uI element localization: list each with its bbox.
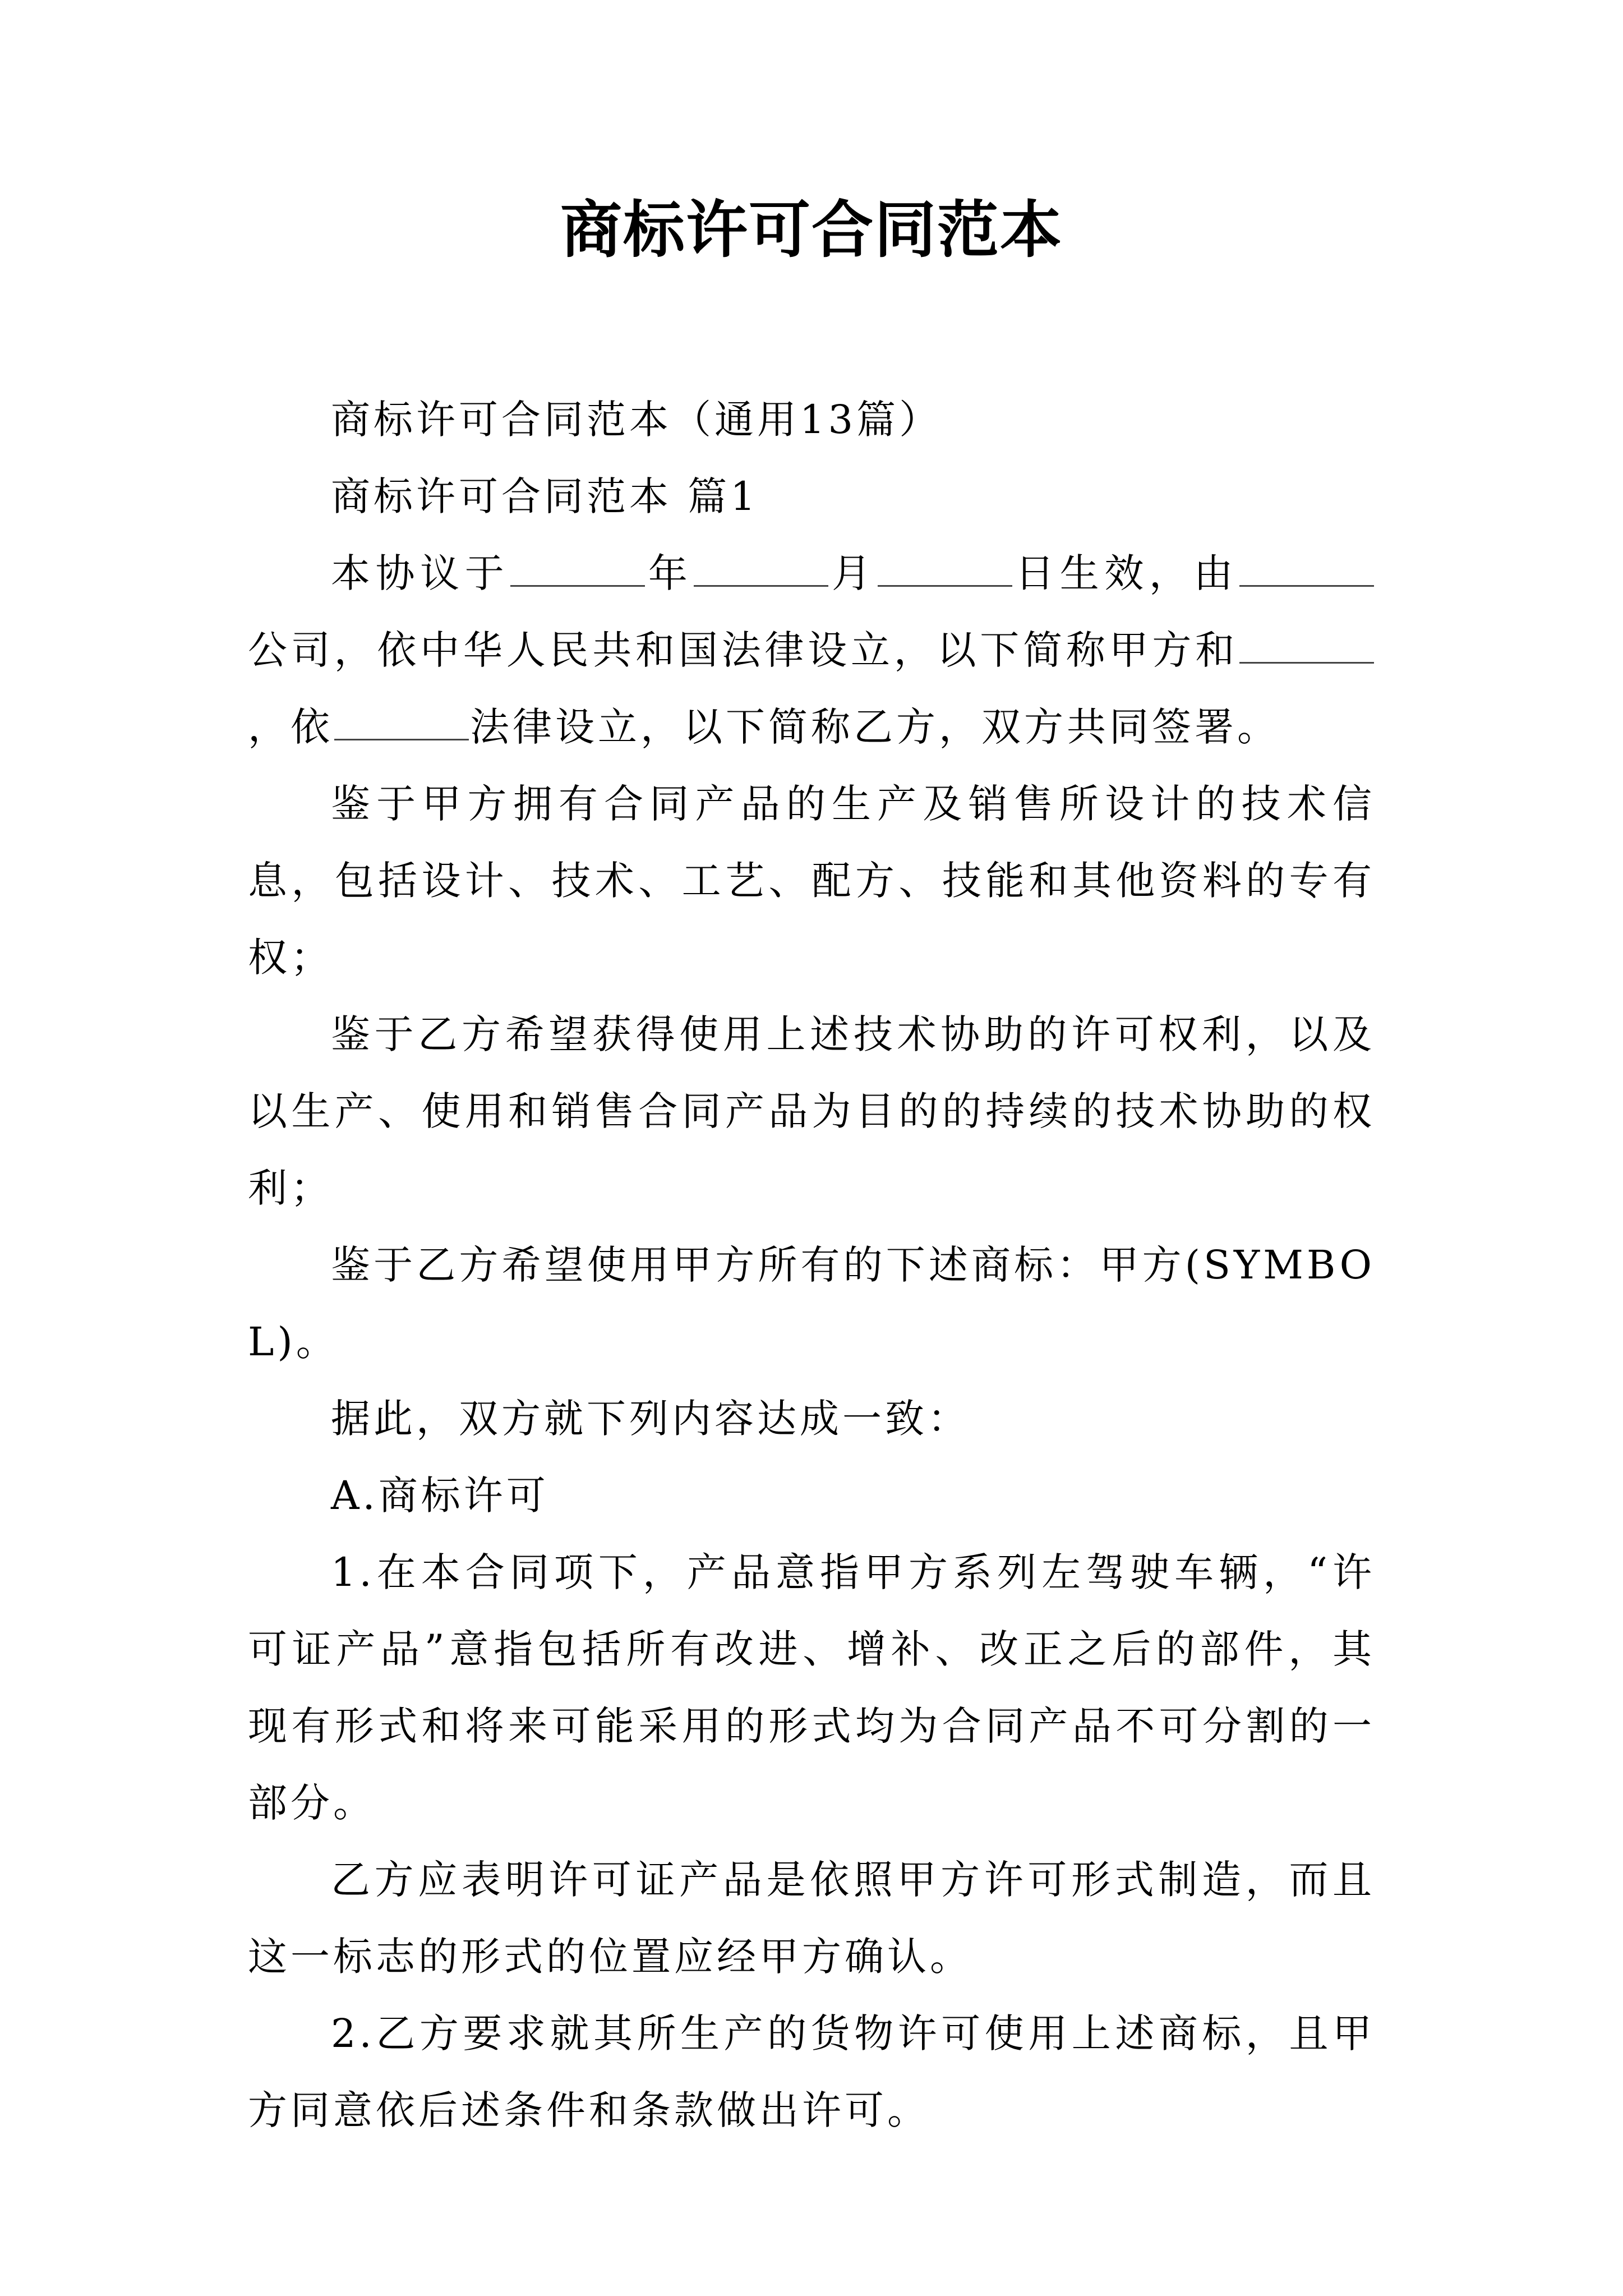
recital-paragraph-3: 鉴于乙方希望使用甲方所有的下述商标：甲方(SYMBOL)。: [248, 1242, 1375, 1365]
subtitle-paragraph: 商标许可合同范本（通用13篇）: [331, 397, 942, 443]
document-body: [248, 381, 1375, 2149]
clause-2-paragraph: 2.乙方要求就其所生产的货物许可使用上述商标，且甲方同意依后述条件和条款做出许可。: [248, 2010, 1375, 2133]
jurisdiction-blank: [334, 705, 469, 740]
day-blank: [878, 551, 1012, 587]
intro-text-a: 本协议于: [331, 550, 510, 596]
intro-text-e: 公司，依中华人民共和国法律设立，以下简称甲方和: [248, 627, 1238, 673]
party-a-blank: [1239, 551, 1374, 587]
chapter-heading: 商标许可合同范本 篇1: [331, 473, 759, 519]
agreement-paragraph: 据此，双方就下列内容达成一致：: [331, 1396, 970, 1442]
clause-1-paragraph: 1.在本合同项下，产品意指甲方系列左驾驶车辆，“许可证产品”意指包括所有改进、增补、改正之后的部件，其现有形式和将来可能采用的形式均为合同产品不可分割的一部分。: [248, 1549, 1375, 1826]
party-b-blank: [1239, 628, 1374, 664]
month-blank: [694, 551, 828, 587]
document-title: 商标许可合同范本: [560, 194, 1063, 266]
agreement-intro-paragraph: [248, 535, 1375, 766]
intro-text-b: 年: [646, 550, 693, 596]
recital-paragraph-1: 鉴于甲方拥有合同产品的生产及销售所设计的技术信息，包括设计、技术、工艺、配方、技能和其他资料的专有权；: [248, 781, 1375, 981]
clause-1-note-paragraph: 乙方应表明许可证产品是依照甲方许可形式制造，而且这一标志的形式的位置应经甲方确认。: [248, 1857, 1375, 1980]
intro-text-f: ，依: [248, 704, 333, 750]
recital-paragraph-2: 鉴于乙方希望获得使用上述技术协助的许可权利，以及以生产、使用和销售合同产品为目的的持续的技术协助的权利；: [248, 1011, 1375, 1211]
section-heading-a: A.商标许可: [331, 1473, 549, 1519]
intro-text-c: 月: [829, 550, 877, 596]
intro-text-g: 法律设立，以下简称乙方，双方共同签署。: [470, 704, 1280, 750]
intro-text-d: 日生效，由: [1013, 550, 1239, 596]
year-blank: [510, 551, 645, 587]
